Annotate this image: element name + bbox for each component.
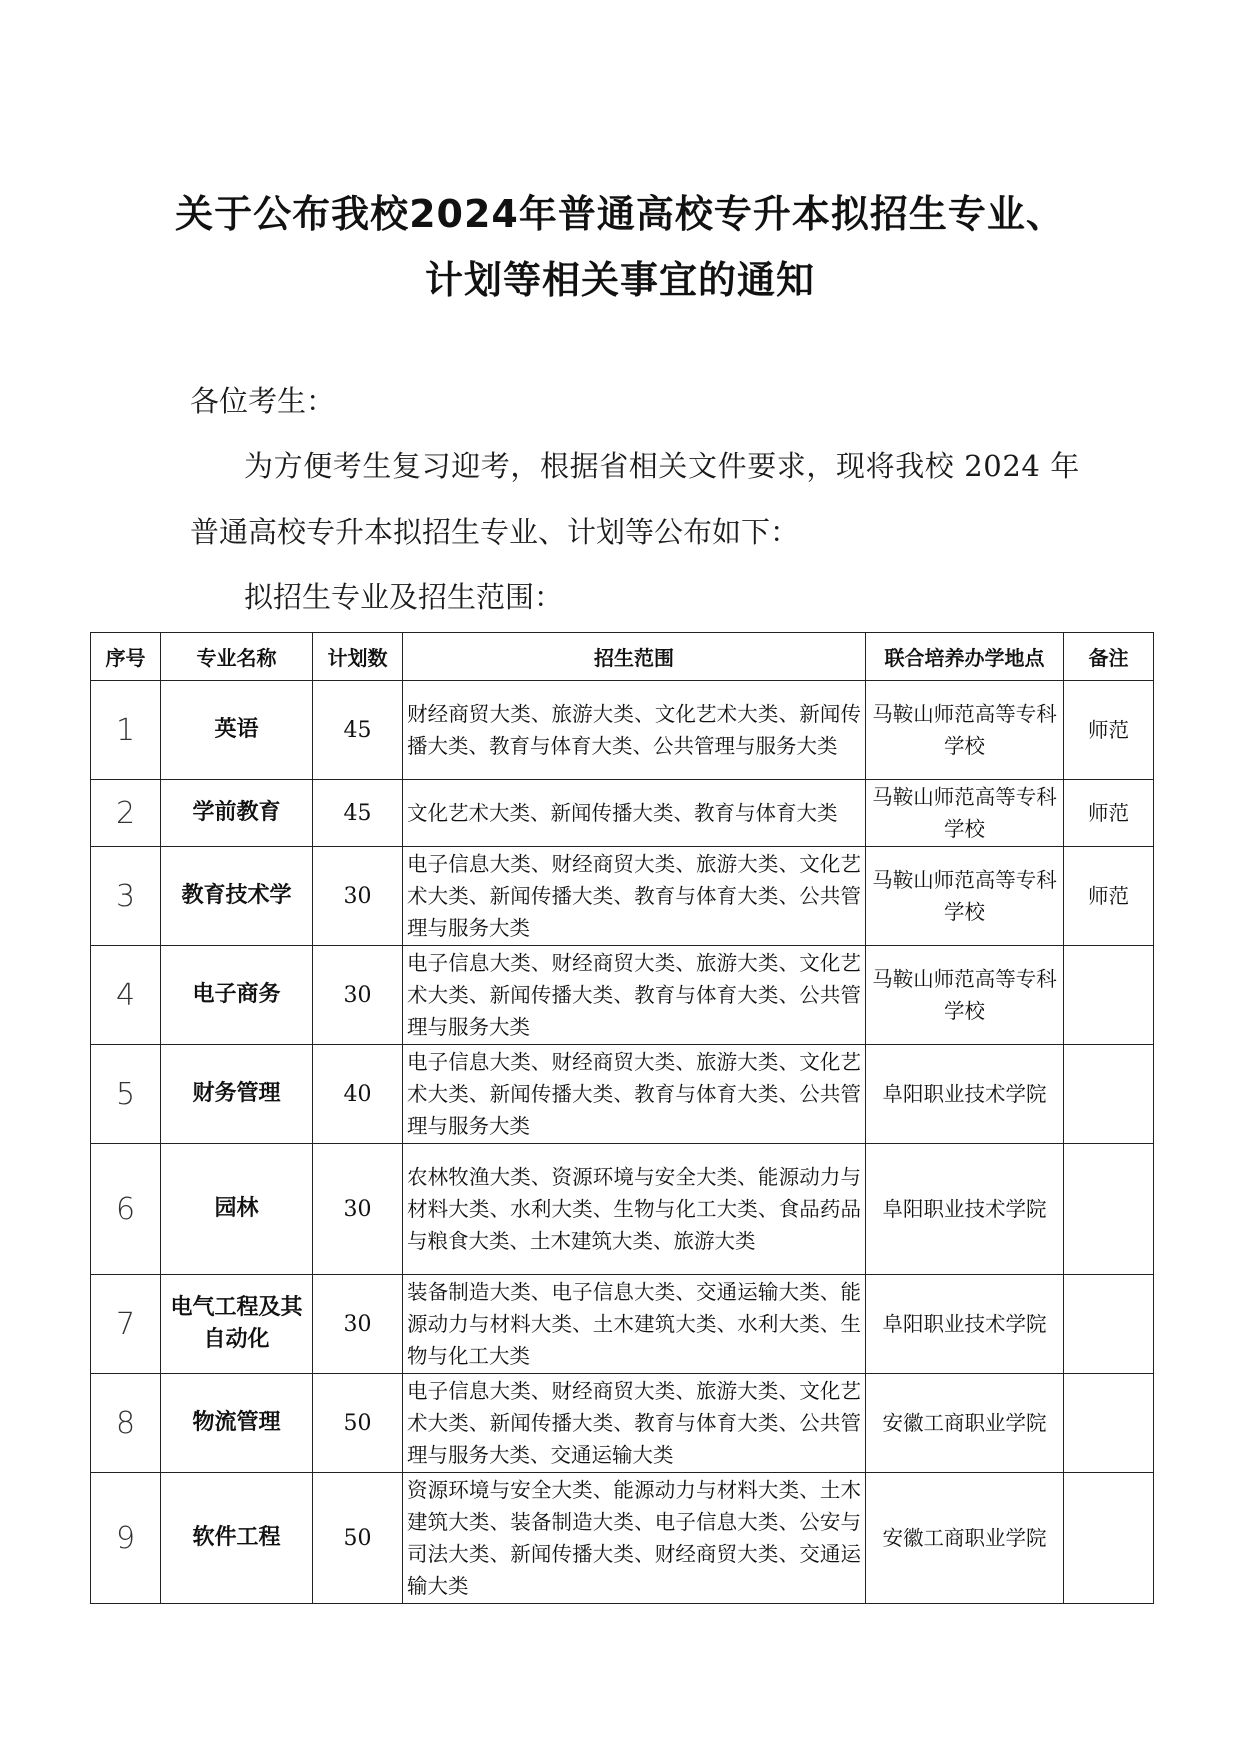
intro-paragraph-line-2: 普通高校专升本拟招生专业、计划等公布如下： [190, 515, 800, 549]
row-plan: 45 [313, 681, 403, 780]
table-row [91, 946, 1154, 1045]
row-site: 阜阳职业技术学院 [866, 1144, 1064, 1275]
row-major: 学前教育 [161, 780, 313, 847]
row-scope: 电子信息大类、财经商贸大类、旅游大类、文化艺术大类、新闻传播大类、教育与体育大类、公共管理与服务大类、交通运输大类 [403, 1374, 866, 1473]
row-plan: 50 [313, 1473, 403, 1604]
row-major: 园林 [161, 1144, 313, 1275]
row-scope: 农林牧渔大类、资源环境与安全大类、能源动力与材料大类、水利大类、生物与化工大类、食品药品与粮食大类、土木建筑大类、旅游大类 [403, 1144, 866, 1275]
row-note: 师范 [1064, 681, 1154, 780]
row-plan: 30 [313, 847, 403, 946]
table-header-row [91, 633, 1154, 681]
row-scope: 资源环境与安全大类、能源动力与材料大类、土木建筑大类、装备制造大类、电子信息大类、公安与司法大类、新闻传播大类、财经商贸大类、交通运输大类 [403, 1473, 866, 1604]
row-note [1064, 946, 1154, 1045]
row-major: 物流管理 [161, 1374, 313, 1473]
row-site: 安徽工商职业学院 [866, 1473, 1064, 1604]
row-serial: 9 [91, 1473, 161, 1604]
section-label: 拟招生专业及招生范围： [244, 580, 564, 614]
row-note [1064, 1045, 1154, 1144]
row-serial: 5 [91, 1045, 161, 1144]
row-scope: 财经商贸大类、旅游大类、文化艺术大类、新闻传播大类、教育与体育大类、公共管理与服务大类 [403, 681, 866, 780]
row-serial: 3 [91, 847, 161, 946]
row-note [1064, 1374, 1154, 1473]
document-title-line-1: 关于公布我校2024年普通高校专升本拟招生专业、 [175, 192, 1065, 236]
row-plan: 45 [313, 780, 403, 847]
enrollment-plan-table [90, 632, 1154, 1604]
row-note [1064, 1473, 1154, 1604]
row-site: 马鞍山师范高等专科学校 [866, 847, 1064, 946]
table-row [91, 1144, 1154, 1275]
row-plan: 30 [313, 946, 403, 1045]
row-major: 软件工程 [161, 1473, 313, 1604]
row-serial: 1 [91, 681, 161, 780]
table-row [91, 847, 1154, 946]
document-title-line-2: 计划等相关事宜的通知 [424, 258, 815, 302]
row-scope: 装备制造大类、电子信息大类、交通运输大类、能源动力与材料大类、土木建筑大类、水利大类、生物与化工大类 [403, 1275, 866, 1374]
row-note [1064, 1144, 1154, 1275]
row-note: 师范 [1064, 780, 1154, 847]
row-note [1064, 1275, 1154, 1374]
greeting: 各位考生： [190, 384, 336, 418]
row-plan: 40 [313, 1045, 403, 1144]
header-serial: 序号 [91, 633, 161, 681]
row-plan: 30 [313, 1144, 403, 1275]
row-site: 安徽工商职业学院 [866, 1374, 1064, 1473]
row-major: 英语 [161, 681, 313, 780]
row-major: 财务管理 [161, 1045, 313, 1144]
header-scope: 招生范围 [403, 633, 866, 681]
row-major: 电子商务 [161, 946, 313, 1045]
table-row [91, 1473, 1154, 1604]
row-scope: 电子信息大类、财经商贸大类、旅游大类、文化艺术大类、新闻传播大类、教育与体育大类、公共管理与服务大类 [403, 1045, 866, 1144]
row-major: 教育技术学 [161, 847, 313, 946]
row-major: 电气工程及其自动化 [161, 1275, 313, 1374]
table-row [91, 1045, 1154, 1144]
row-scope: 电子信息大类、财经商贸大类、旅游大类、文化艺术大类、新闻传播大类、教育与体育大类、公共管理与服务大类 [403, 946, 866, 1045]
row-site: 马鞍山师范高等专科学校 [866, 780, 1064, 847]
row-site: 马鞍山师范高等专科学校 [866, 681, 1064, 780]
row-scope: 文化艺术大类、新闻传播大类、教育与体育大类 [403, 780, 866, 847]
header-site: 联合培养办学地点 [866, 633, 1064, 681]
row-scope: 电子信息大类、财经商贸大类、旅游大类、文化艺术大类、新闻传播大类、教育与体育大类、公共管理与服务大类 [403, 847, 866, 946]
intro-paragraph-line-1: 为方便考生复习迎考，根据省相关文件要求，现将我校 2024 年 [244, 449, 1080, 483]
row-serial: 8 [91, 1374, 161, 1473]
row-site: 阜阳职业技术学院 [866, 1275, 1064, 1374]
row-site: 马鞍山师范高等专科学校 [866, 946, 1064, 1045]
header-note: 备注 [1064, 633, 1154, 681]
header-major: 专业名称 [161, 633, 313, 681]
row-note: 师范 [1064, 847, 1154, 946]
row-serial: 4 [91, 946, 161, 1045]
table-row [91, 681, 1154, 780]
table-row [91, 780, 1154, 847]
row-serial: 2 [91, 780, 161, 847]
table-row [91, 1374, 1154, 1473]
row-serial: 6 [91, 1144, 161, 1275]
row-plan: 30 [313, 1275, 403, 1374]
row-plan: 50 [313, 1374, 403, 1473]
header-plan: 计划数 [313, 633, 403, 681]
table-row [91, 1275, 1154, 1374]
row-serial: 7 [91, 1275, 161, 1374]
row-site: 阜阳职业技术学院 [866, 1045, 1064, 1144]
